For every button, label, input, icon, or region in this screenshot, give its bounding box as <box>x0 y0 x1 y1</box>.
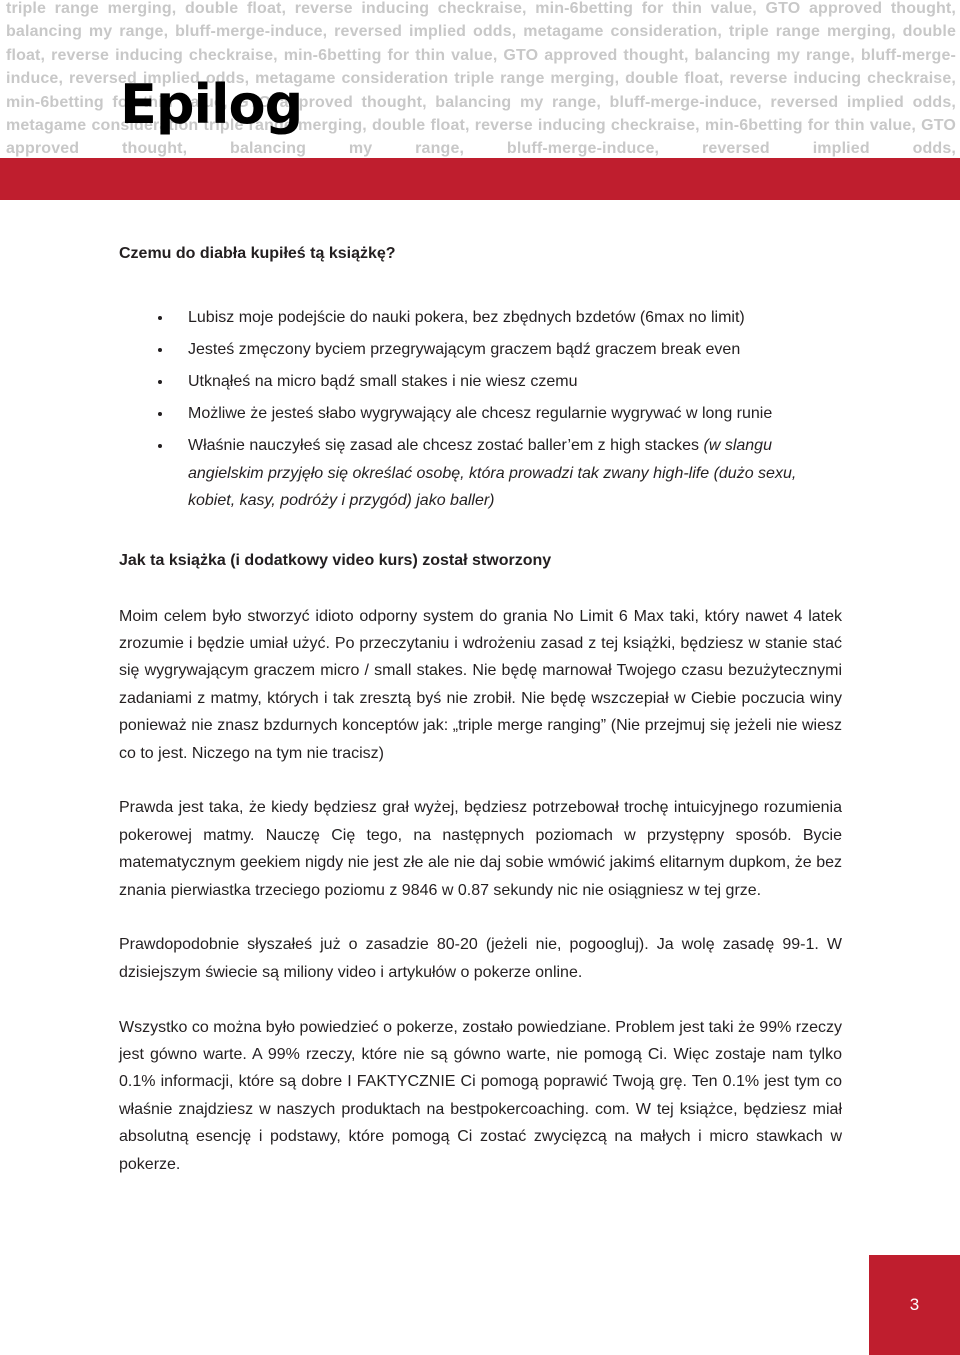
chapter-header <box>0 0 960 200</box>
header-red-band <box>0 158 960 200</box>
body-paragraph: Prawda jest taka, że kiedy będziesz grał wyżej, będziesz potrzebował trochę intuicyjnego rozumienia pokerowej matmy. Nauczę Cię tego, na następnych poziomach w przystępny sposób. Bycie matematycznym geekiem nigdy nie jest złe ale nie daj sobie wmówić jakimś elitarnym dupkom, że bez znania pierwiastka trzeciego poziomu z 9846 w 0.87 sekundy nic nie osiągniesz w tej grze. <box>119 799 842 899</box>
list-item: Utknąłeś na micro bądź small stakes i nie wiesz czemu <box>188 368 842 396</box>
list-item-italic-note: (w slangu angielskim przyjęło się określać osobę, która prowadzi tak zwany high-life (dużo sexu, kobiet, kasy, podróży i przygód) jako baller) <box>188 437 797 509</box>
body-paragraph: Wszystko co można było powiedzieć o pokerze, zostało powiedziane. Problem jest taki że 99% rzeczy jest gówno warte. A 99% rzeczy, które nie są gówno warte, nie pomogą Ci. Więc zostaje nam tylko 0.1% informacji, które są dobre I FAKTYCZNIE Ci pomogą poprawić Twoją grę. Ten 0.1% jest tym co właśnie znajdziesz w naszych produktach na bestpokercoaching. com. W tej książce, będziesz miał absolutną esencję i podstawy, które pomogą Ci zostać zwycięzcą na małych i micro stawkach w pokerze. <box>119 1018 842 1173</box>
list-item: Lubisz moje podejście do nauki pokera, bez zbędnych bzdetów (6max no limit) <box>188 304 842 332</box>
reasons-list <box>119 304 842 515</box>
list-item-text: Właśnie nauczyłeś się zasad ale chcesz zostać baller’em z high stackes <box>188 437 704 454</box>
page-number-box <box>869 1255 960 1355</box>
list-item: Możliwe że jesteś słabo wygrywający ale chcesz regularnie wygrywać w long runie <box>188 400 842 428</box>
section-heading-why: Czemu do diabła kupiłeś tą książkę? <box>119 245 396 262</box>
header-background-text: triple range merging, double float, reverse inducing checkraise, min-6betting for thin value, GTO approved thought, balancing my range, bluff-merge-induce, reversed implied odds, metagame consideration, triple range merging, double float, reverse inducing checkraise, min-6betting for thin value, GTO approved thought, balancing my range, bluff-merge-induce, reversed implied odds, metagame consideration triple range merging, double float, reverse inducing checkraise, min-6betting for thin value, GTO approved thought, balancing my range, bluff-merge-induce, reversed implied odds, metagame consideration triple range merging, double float, reverse inducing checkraise, min-6betting for thin value, GTO approved thought, balancing my range, bluff-merge-induce, reversed implied odds, <box>6 0 956 158</box>
body-paragraph: Moim celem było stworzyć idioto odporny system do grania No Limit 6 Max taki, który nawet 4 latek zrozumie i będzie umiał użyć. Po przeczytaniu i wdrożeniu zasad z tej książki, będziesz w stanie stać się wygrywającym graczem micro / small stakes. Nie będę marnował Twojego czasu bezużytecznymi zadaniami z matmy, których i tak zresztą byś nie zrobił. Nie będę wszczepiał w Ciebie poczucia winy ponieważ nie znasz bzdurnych konceptów jak: „triple merge ranging” (Nie przejmuj się jeżeli nie wiesz co to jest. Niczego na tym nie tracisz) <box>119 607 842 762</box>
section-heading-how: Jak ta książka (i dodatkowy video kurs) został stworzony <box>119 551 552 569</box>
body-paragraph: Prawdopodobnie słyszałeś już o zasadzie 80-20 (jeżeli nie, pogoogluj). Ja wolę zasadę 99-1. W dzisiejszym świecie są miliony video i artykułów o pokerze online. <box>119 936 842 981</box>
chapter-title: Epilog <box>120 73 303 136</box>
list-item <box>188 432 842 515</box>
list-item: Jesteś zmęczony byciem przegrywającym graczem bądź graczem break even <box>188 336 842 364</box>
page-content <box>119 243 842 1178</box>
page-number: 3 <box>909 1295 920 1314</box>
